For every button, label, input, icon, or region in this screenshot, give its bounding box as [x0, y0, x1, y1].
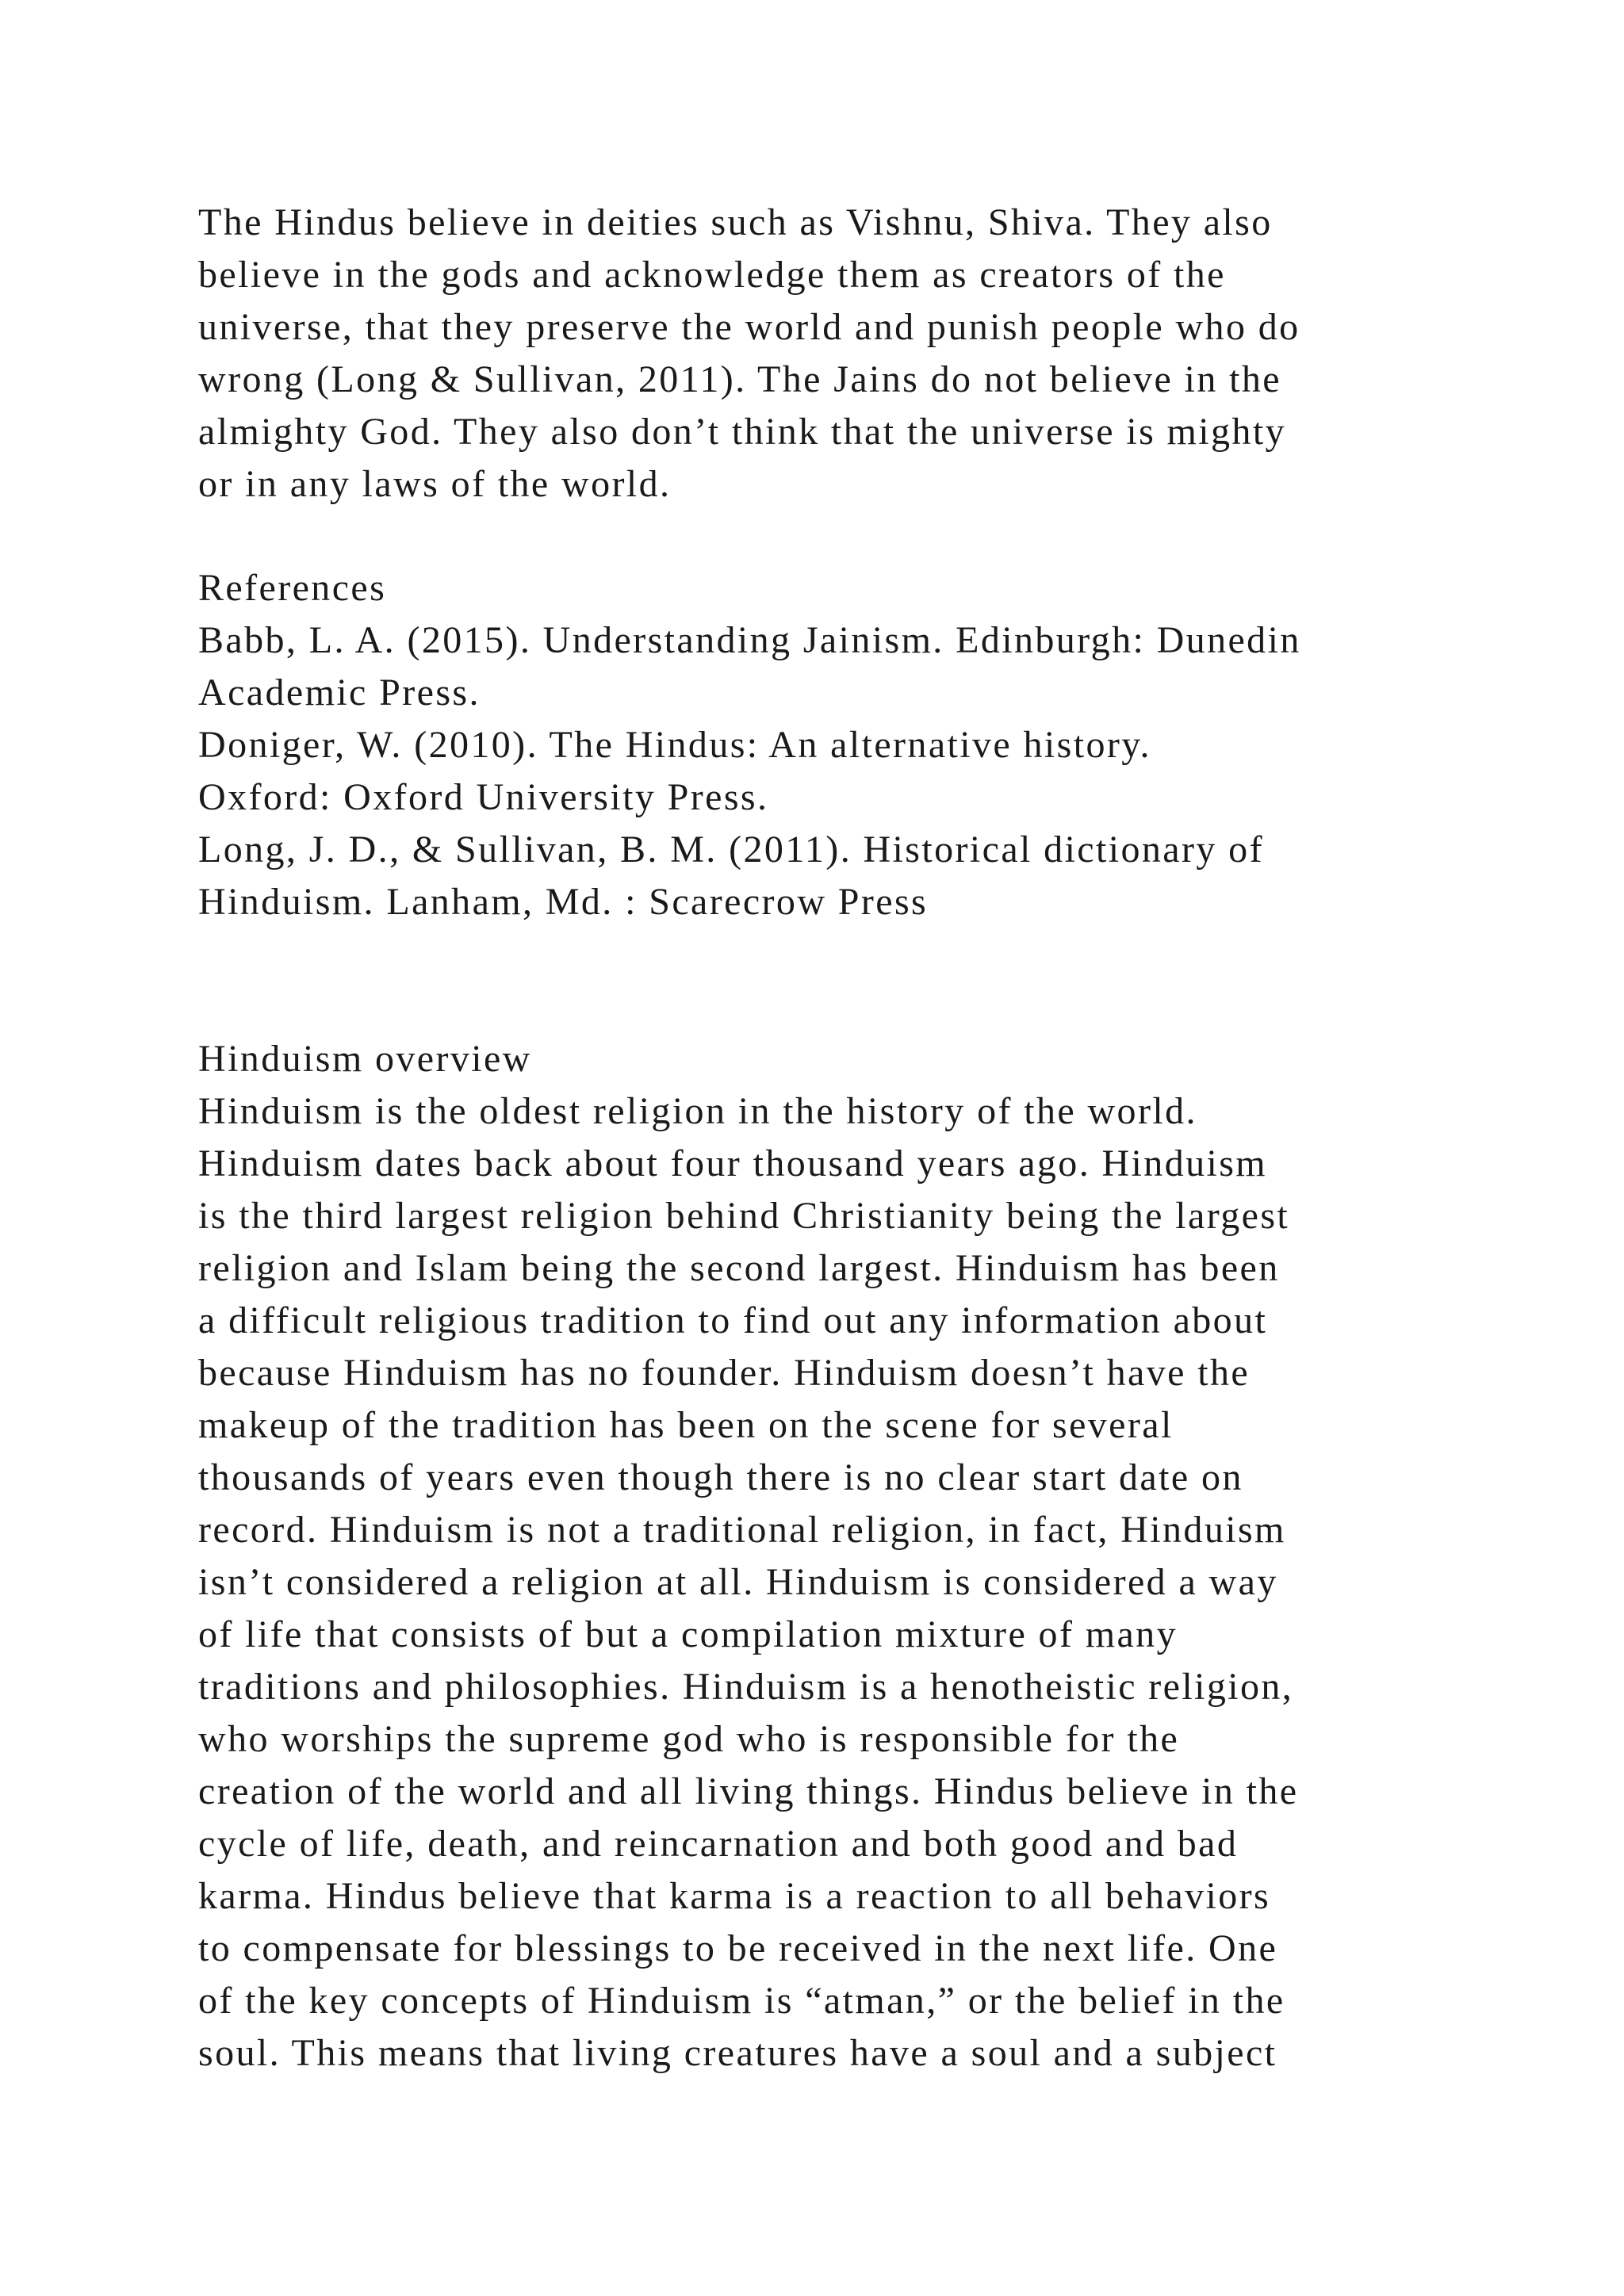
overview-line: makeup of the tradition has been on the scene for several — [198, 1404, 1174, 1446]
reference-line: Hinduism. Lanham, Md. : Scarecrow Press — [198, 881, 929, 923]
overview-section — [198, 1033, 1467, 2080]
overview-line: Hinduism is the oldest religion in the history of the world. — [198, 1090, 1197, 1132]
overview-line: religion and Islam being the second largest. Hinduism has been — [198, 1247, 1280, 1289]
overview-line: Hinduism dates back about four thousand years ago. Hinduism — [198, 1142, 1268, 1184]
overview-line: because Hinduism has no founder. Hinduism doesn’t have the — [198, 1352, 1251, 1394]
overview-line: soul. This means that living creatures have a soul and a subject — [198, 2032, 1277, 2074]
reference-line: Academic Press. — [198, 672, 481, 714]
overview-line: karma. Hindus believe that karma is a reaction to all behaviors — [198, 1875, 1271, 1917]
overview-line: traditions and philosophies. Hinduism is a henotheistic religion, — [198, 1666, 1294, 1708]
overview-line: to compensate for blessings to be received in the next life. One — [198, 1927, 1278, 1969]
overview-line: record. Hinduism is not a traditional religion, in fact, Hinduism — [198, 1509, 1286, 1551]
intro-line: or in any laws of the world. — [198, 463, 672, 505]
overview-line: of life that consists of but a compilation mixture of many — [198, 1613, 1178, 1655]
overview-line: who worships the supreme god who is responsible for the — [198, 1718, 1180, 1760]
overview-line: of the key concepts of Hinduism is “atman,” or the belief in the — [198, 1980, 1285, 2022]
intro-line: universe, that they preserve the world and punish people who do — [198, 306, 1300, 348]
overview-line: a difficult religious tradition to find out any information about — [198, 1299, 1268, 1341]
intro-line: almighty God. They also don’t think that the universe is mighty — [198, 411, 1286, 453]
reference-line: Babb, L. A. (2015). Understanding Jainism. Edinburgh: Dunedin — [198, 619, 1301, 661]
intro-line: wrong (Long & Sullivan, 2011). The Jains do not believe in the — [198, 358, 1281, 400]
overview-line: cycle of life, death, and reincarnation and both good and bad — [198, 1823, 1239, 1865]
overview-line: is the third largest religion behind Christianity being the largest — [198, 1195, 1290, 1237]
overview-line: thousands of years even though there is no clear start date on — [198, 1456, 1243, 1498]
references-heading: References — [198, 567, 387, 609]
reference-line: Oxford: Oxford University Press. — [198, 776, 769, 818]
reference-line: Long, J. D., & Sullivan, B. M. (2011). Historical dictionary of — [198, 828, 1264, 871]
overview-line: isn’t considered a religion at all. Hinduism is considered a way — [198, 1561, 1278, 1603]
references-section — [198, 562, 1467, 928]
reference-line: Doniger, W. (2010). The Hindus: An alternative history. — [198, 724, 1151, 766]
intro-line: The Hindus believe in deities such as Vishnu, Shiva. They also — [198, 201, 1273, 243]
intro-line: believe in the gods and acknowledge them as creators of the — [198, 254, 1226, 296]
overview-heading: Hinduism overview — [198, 1038, 532, 1080]
overview-line: creation of the world and all living things. Hindus believe in the — [198, 1770, 1299, 1812]
intro-paragraph — [198, 197, 1467, 511]
